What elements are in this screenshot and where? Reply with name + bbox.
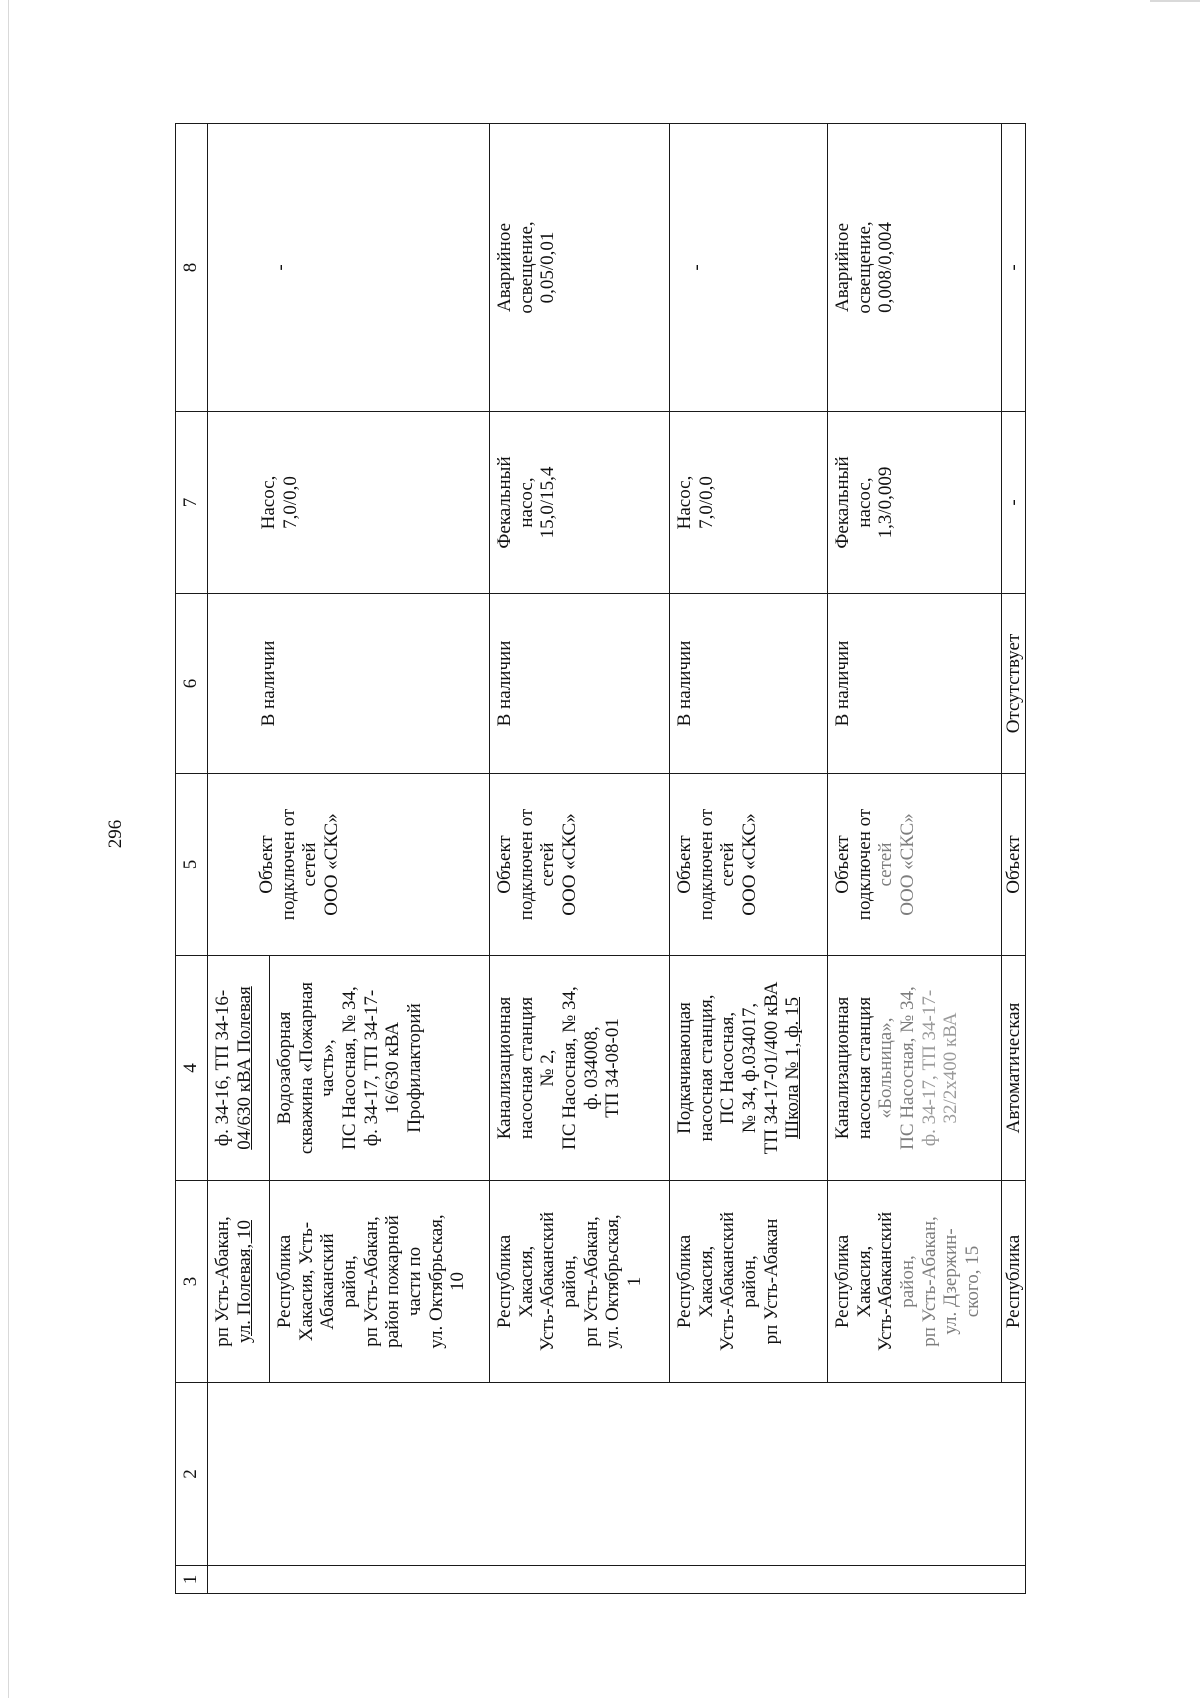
address-cell: Республика Хакасия, Усть-Абаканский район, рп Усть-Абакан, ул. Дзержин- ского, 15 <box>828 1181 1002 1383</box>
header-cell-4: 4 <box>176 956 208 1181</box>
header-cell-6: 6 <box>176 594 208 774</box>
object-cell: ф. 34-16, ТП 34-16- 04/630 кВА Полевая <box>208 956 270 1181</box>
extra-cell: - <box>670 124 828 412</box>
availability-cell: В наличии <box>828 594 1002 774</box>
table-row <box>490 124 670 1594</box>
header-cell-8: 8 <box>176 124 208 412</box>
equipment-cell: Насос, 7,0/0,0 <box>208 412 490 594</box>
connection-cell: Объект подключен от сетей ООО «СКС» <box>670 774 828 956</box>
availability-cell: В наличии <box>490 594 670 774</box>
page-number: 296 <box>105 819 126 849</box>
availability-cell: В наличии <box>670 594 828 774</box>
extra-cell: - <box>208 124 490 412</box>
connection-cell: Объект подключен от сетей ООО «СКС» <box>828 774 1002 956</box>
address-cell: Республика Хакасия, Усть-Абаканский район, рп Усть-Абакан <box>670 1181 828 1383</box>
col1-empty-cell <box>208 1566 1026 1594</box>
object-cell: Подкачивающая насосная станция, ПС Насосная, № 34, ф.034017, ТП 34-17-01/400 кВА Школа № 1, ф. 15 <box>670 956 828 1181</box>
object-cell: Канализационная насосная станция № 2, ПС Насосная, № 34, ф. 034008, ТП 34-08-01 <box>490 956 670 1181</box>
availability-cell: В наличии <box>208 594 490 774</box>
header-cell-1: 1 <box>176 1566 208 1594</box>
table-row <box>208 124 270 1594</box>
extra-cell: - <box>1002 124 1026 412</box>
header-cell-3: 3 <box>176 1181 208 1383</box>
header-cell-2: 2 <box>176 1383 208 1566</box>
address-cell: рп Усть-Абакан, ул. Полевая, 10 <box>208 1181 270 1383</box>
table-row <box>828 124 1002 1594</box>
extra-cell: Аварийное освещение, 0,05/0,01 <box>490 124 670 412</box>
scan-edge-top-right <box>1150 0 1200 2</box>
connection-cell: Объект подключен от сетей ООО «СКС» <box>490 774 670 956</box>
address-cell: Республика Хакасия, Усть-Абаканский район, рп Усть-Абакан, ул. Октябрьская, 1 <box>490 1181 670 1383</box>
connection-cell: Объект подключен от сетей ООО «СКС» <box>208 774 490 956</box>
object-cell: Водозаборная скважина «Пожарная часть», ПС Насосная, № 34, ф. 34-17, ТП 34-17- 16/630 кВА Профилакторий <box>270 956 490 1181</box>
object-cell: Автоматическая <box>1002 956 1026 1181</box>
table-row <box>1002 124 1026 1594</box>
availability-cell: Отсутствует <box>1002 594 1026 774</box>
equipment-cell: Фекальный насос, 15,0/15,4 <box>490 412 670 594</box>
connection-cell: Объект <box>1002 774 1026 956</box>
col2-empty-cell <box>208 1383 1026 1566</box>
scan-edge-left <box>8 0 9 1698</box>
header-row <box>176 124 208 1594</box>
rotated-table-frame <box>175 124 1075 1594</box>
header-cell-5: 5 <box>176 774 208 956</box>
address-cell: Республика Хакасия, Усть- Абаканский район, рп Усть-Абакан, район пожарной части по ул. Октябрьская, 10 <box>270 1181 490 1383</box>
extra-cell: Аварийное освещение, 0,008/0,004 <box>828 124 1002 412</box>
table-row <box>670 124 828 1594</box>
header-cell-7: 7 <box>176 412 208 594</box>
equipment-cell: - <box>1002 412 1026 594</box>
address-cell: Республика <box>1002 1181 1026 1383</box>
object-cell: Канализационная насосная станция «Больница», ПС Насосная, № 34, ф. 34-17, ТП 34-17- 32/2х400 кВА <box>828 956 1002 1181</box>
equipment-cell: Насос, 7,0/0,0 <box>670 412 828 594</box>
equipment-cell: Фекальный насос, 1,3/0,009 <box>828 412 1002 594</box>
data-table <box>175 123 1026 1594</box>
